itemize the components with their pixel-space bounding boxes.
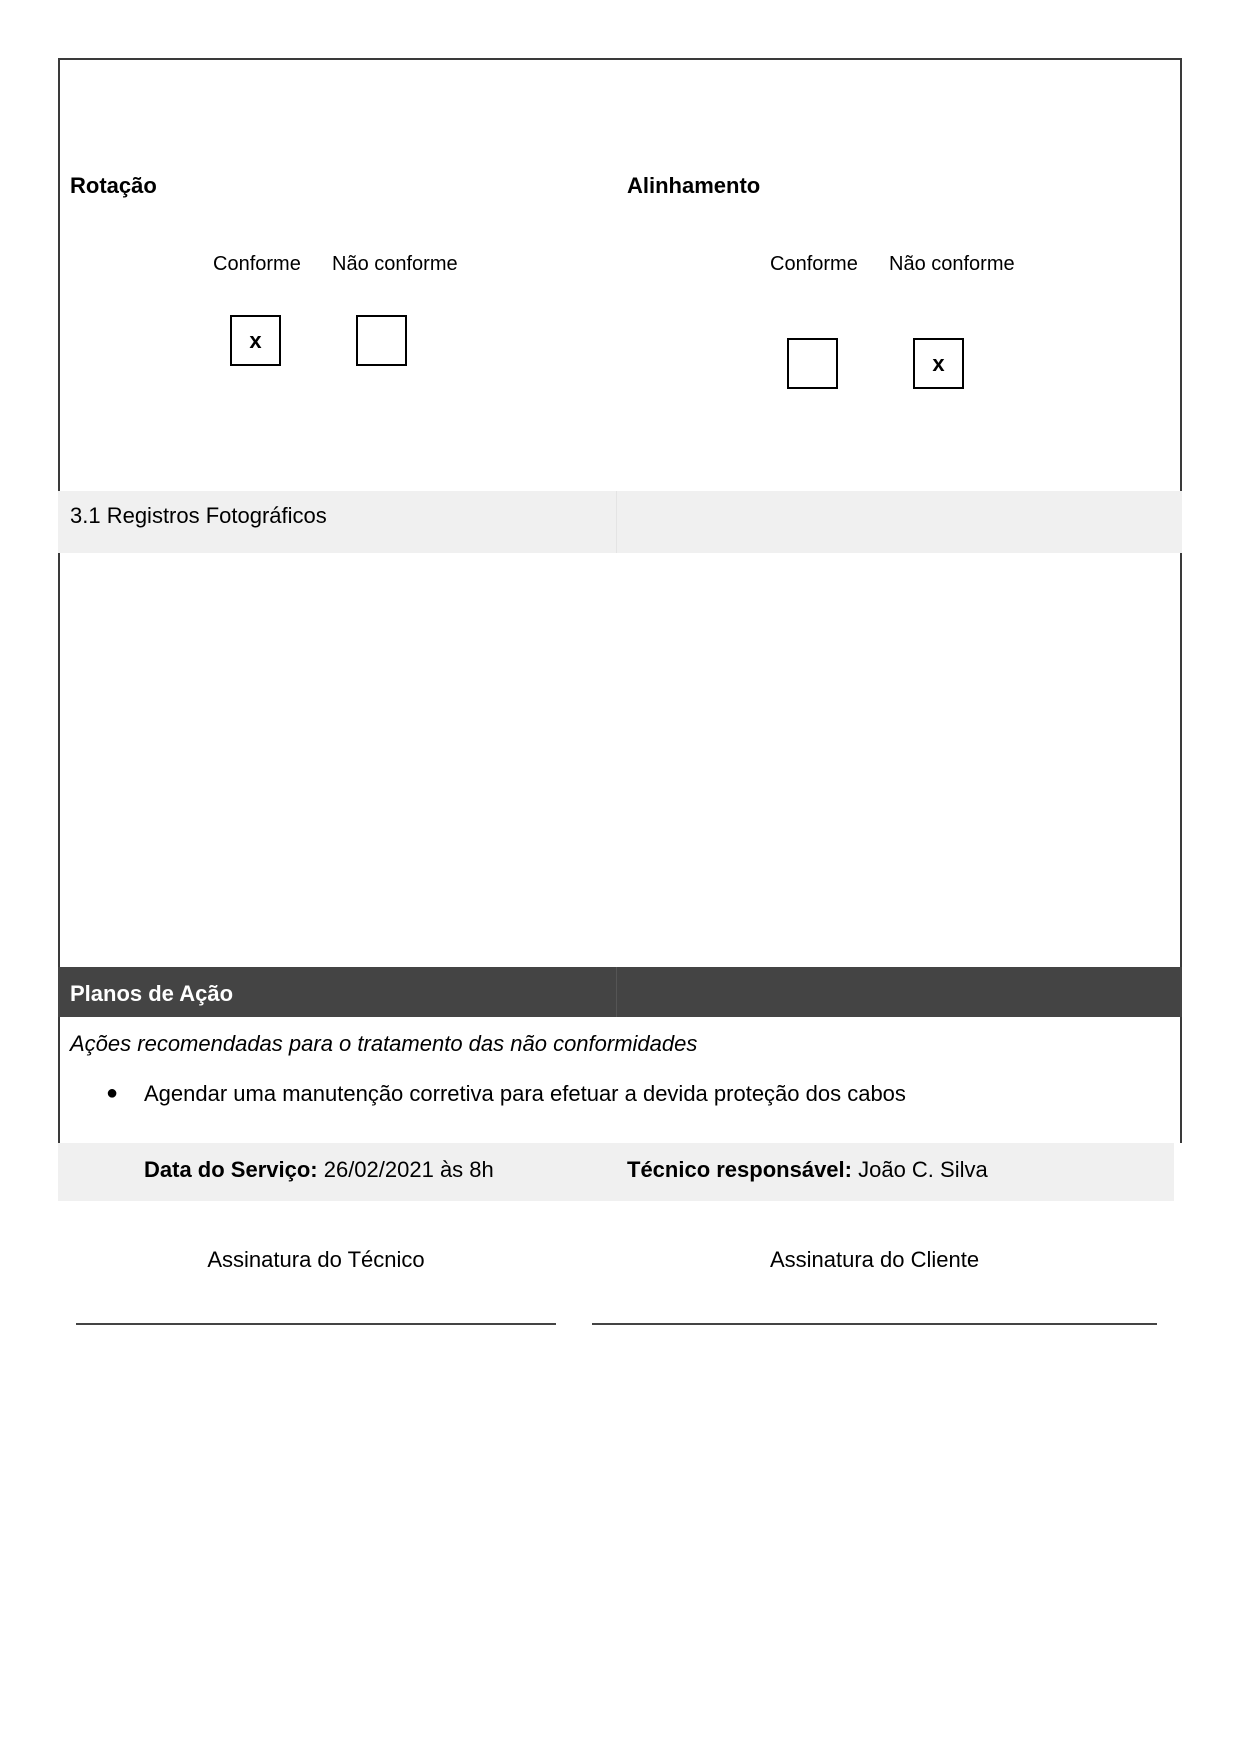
action-plans-heading: Planos de Ação	[70, 981, 234, 1006]
alinhamento-nao-conforme-checkbox[interactable]: x	[913, 338, 964, 389]
alinhamento-conforme-label: Conforme	[770, 253, 858, 275]
service-date-label: Data do Serviço:	[144, 1157, 318, 1182]
frame-top-border	[58, 58, 1182, 60]
frame-left-border-middle	[58, 553, 60, 967]
technician-signature-line[interactable]	[76, 1323, 556, 1325]
rotacao-conforme-label: Conforme	[213, 253, 301, 275]
photos-heading: 3.1 Registros Fotográficos	[70, 503, 327, 528]
alinhamento-title: Alinhamento	[627, 173, 761, 198]
rotacao-nao-conforme-label: Não conforme	[332, 253, 458, 275]
client-signature-label: Assinatura do Cliente	[769, 1247, 980, 1272]
action-plans-band-divider	[616, 967, 617, 1017]
action-item: Agendar uma manutenção corretiva para efetuar a devida proteção dos cabos	[144, 1081, 906, 1106]
service-technician	[627, 1157, 988, 1183]
client-signature-line[interactable]	[592, 1323, 1157, 1325]
frame-right-border-upper	[1180, 58, 1182, 491]
rotacao-conforme-checkbox[interactable]: x	[230, 315, 281, 366]
alinhamento-nao-conforme-label: Não conforme	[889, 253, 1015, 275]
photos-band-divider	[616, 491, 617, 553]
frame-right-border-lower	[1180, 1017, 1182, 1143]
frame-right-border-middle	[1180, 553, 1182, 967]
service-technician-value: João C. Silva	[851, 1157, 988, 1182]
service-date-value: 26/02/2021 às 8h	[317, 1157, 494, 1182]
alinhamento-conforme-checkbox[interactable]	[787, 338, 838, 389]
bullet-icon: ●	[106, 1082, 119, 1104]
frame-left-border-upper	[58, 58, 60, 491]
service-technician-label: Técnico responsável:	[627, 1157, 852, 1182]
rotacao-title: Rotação	[70, 173, 157, 198]
action-plans-subtitle: Ações recomendadas para o tratamento das não conformidades	[70, 1031, 698, 1056]
rotacao-nao-conforme-checkbox[interactable]	[356, 315, 407, 366]
technician-signature-label: Assinatura do Técnico	[207, 1247, 425, 1272]
frame-left-border-lower	[58, 1017, 60, 1143]
service-date	[144, 1157, 494, 1183]
